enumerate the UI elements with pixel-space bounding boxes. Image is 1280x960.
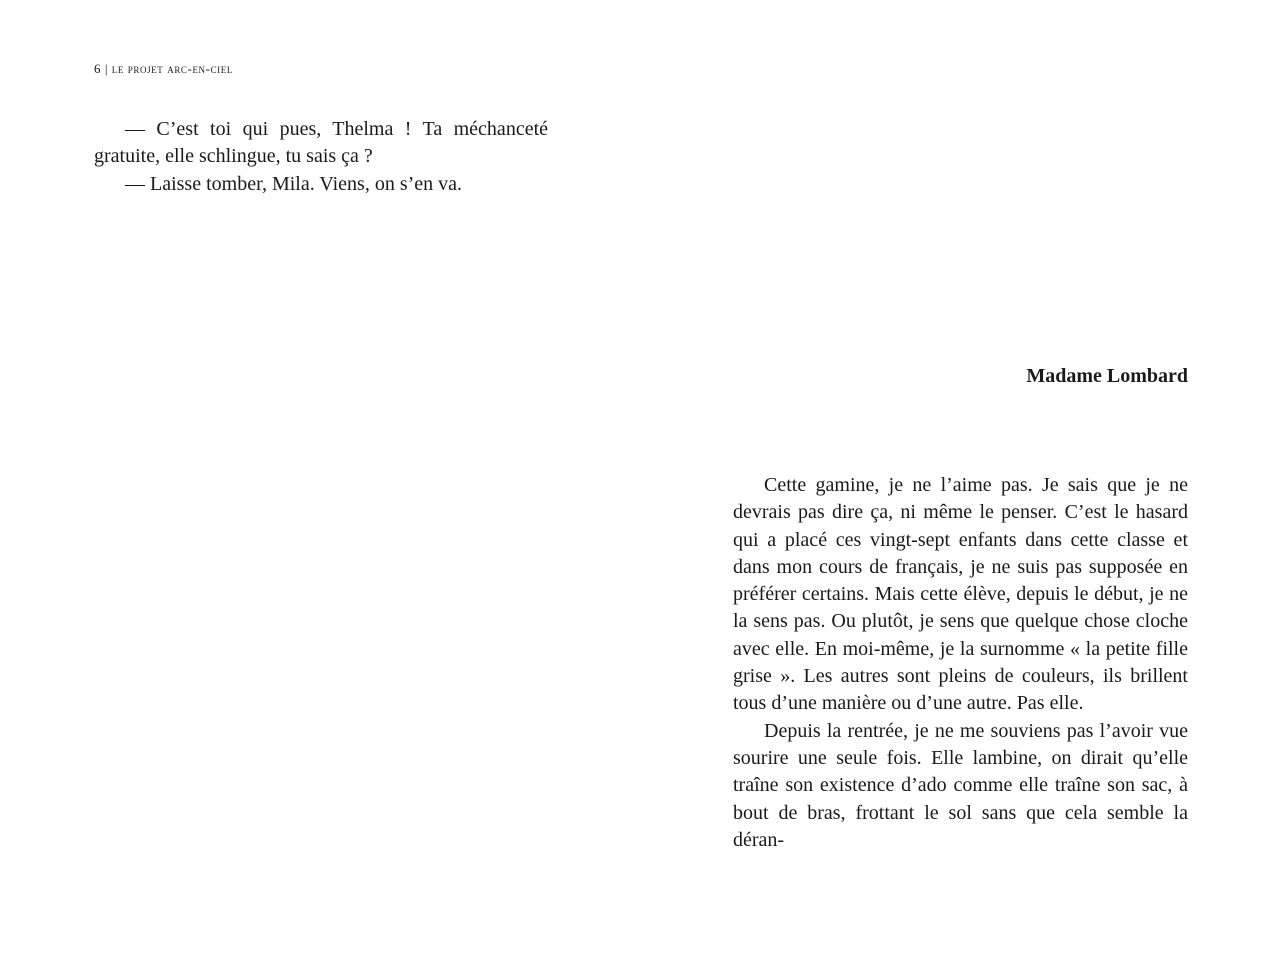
running-head	[94, 60, 233, 78]
right-page	[733, 0, 1188, 960]
running-head-separator: |	[104, 61, 108, 76]
right-page-body	[733, 472, 1188, 854]
chapter-title: Madame Lombard	[1026, 365, 1188, 387]
running-head-title: le projet arc-en-ciel	[111, 61, 233, 76]
paragraph: Depuis la rentrée, je ne me souviens pas l’avoir vue sourire une seule fois. Elle lambine, on dirait qu’elle traîne son existence d’ado comme elle traîne son sac, à bout de bras, frottant le sol sans que cela semble la déran-	[733, 719, 1188, 851]
page-number: 6	[94, 61, 101, 76]
dialogue-line: — Laisse tomber, Mila. Viens, on s’en va.	[125, 172, 463, 195]
left-page-body	[94, 116, 548, 198]
paragraph: Cette gamine, je ne l’aime pas. Je sais que je ne devrais pas dire ça, ni même le penser. C’est le hasard qui a placé ces vingt-sept enfants dans cette classe et dans mon cours de français, je ne suis pas supposée en préférer certains. Mais cette élève, depuis le début, je ne la sens pas. Ou plutôt, je sens que quelque chose cloche avec elle. En moi-même, je la surnomme « la petite fille grise ». Les autres sont pleins de couleurs, ils brillent tous d’une manière ou d’une autre. Pas elle.	[733, 474, 1188, 715]
dialogue-line: — C’est toi qui pues, Thelma ! Ta méchanceté gratuite, elle schlingue, tu sais ça ?	[94, 118, 548, 168]
left-page	[94, 0, 548, 960]
